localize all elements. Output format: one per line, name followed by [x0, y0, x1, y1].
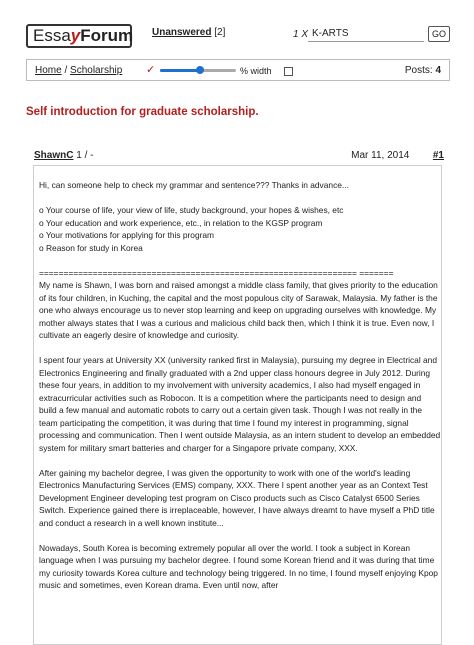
- post-paragraph: o Your course of life, your view of life, study background, your hopes & wishes, etc o Your education and work experience, etc., in relation to the KGSP program o Your motivations for applying for this program o Reason for study in Korea: [39, 205, 344, 253]
- post-paragraph: Hi, can someone help to check my grammar and sentence??? Thanks in advance...: [39, 180, 349, 190]
- post-meta: [34, 150, 444, 161]
- search-clear-icon[interactable]: 1 X: [293, 29, 309, 40]
- unanswered-link[interactable]: Unanswered: [152, 27, 212, 38]
- go-button[interactable]: GO: [428, 26, 450, 42]
- posts-label: Posts:: [404, 65, 433, 76]
- width-checkbox[interactable]: [284, 67, 293, 76]
- breadcrumb-home[interactable]: Home: [35, 65, 62, 76]
- post-paragraph: Nowadays, South Korea is becoming extremely popular all over the world. I took a subject in Korean language when I was pursuing my bachelor degree. I found some Korean friend and it was during that time my curiosity towards Korea culture and technology being triggered. In no time, I found myself enjoying Kpop music and sometimes, even Korean drama. Even until now, after: [39, 542, 438, 590]
- post-paragraph: I spent four years at University XX (university ranked first in Malaysia), pursuing my degree in Electrical and Electronics Engineering and finally graduated with a 2nd upper class honours degree in July 2012. During these four years, in addition to my involvement with university academics, I also had myself engaged in extracurricular activities such as Robocon. It is a competition where the participants need to design and build a few manual and automatic robots to carry out a certain given task. Though I was not really in the team participating the competition, it was during that time I found my interest in programming, signal processing and communication. Then I went outside Malaysia, as an intern student to develop an embedded system for military smart batteries and charger for a Singapore private company, XXX.: [39, 355, 441, 453]
- breadcrumb-scholarship[interactable]: Scholarship: [70, 65, 123, 76]
- logo-text-prefix: Essa: [33, 26, 71, 45]
- post-author-count: 1 / -: [76, 150, 94, 161]
- post-body: [33, 165, 442, 645]
- navigation-bar: [26, 59, 450, 81]
- width-label: % width: [240, 66, 272, 76]
- post-number-link[interactable]: #1: [432, 150, 444, 161]
- checkmark-icon: ✓: [146, 64, 156, 76]
- unanswered-count: [2]: [214, 27, 226, 38]
- post-paragraph: ================================================================= ======= My name is Shawn, I was born and raised amongst a middle class family, that gives priority to the education of its four children, in Kuching, the capital and the most populous city of Sarawak, Malaysia. My father is the one who always encourage us to never stop learning and keep on upgrading ourselves with knowledge. My mother always states that I was a curious and malicious child back then, which I think it is true. Even now, I cultivate an eagerly desire of knowledge and curiosity.: [39, 267, 438, 340]
- width-slider-handle[interactable]: [196, 66, 204, 74]
- post-paragraph: After gaining my bachelor degree, I was given the opportunity to work with one of the world's leading Electronics Manufacturing Services (EMS) company, XXX. There I spent another year as an Context Test Development Engineer developing test program on Cisco products such as Cisco Catalyst 6500 Series Switch. Experience gained there is irreplaceable, however, I have always dreamt to have myself a PhD title and conduct a research in a well known institute...: [39, 467, 435, 528]
- width-slider[interactable]: [160, 69, 236, 72]
- posts-number: 4: [435, 65, 441, 76]
- essayforum-logo[interactable]: [26, 24, 132, 48]
- breadcrumb: [35, 65, 122, 76]
- thread-title: Self introduction for graduate scholarship.: [26, 106, 259, 118]
- posts-count: [405, 65, 441, 76]
- logo-text-y: y: [70, 26, 81, 45]
- post-date: Mar 11, 2014: [351, 150, 410, 161]
- unanswered-link-group: [152, 27, 225, 38]
- search-input[interactable]: [308, 26, 424, 42]
- breadcrumb-separator: /: [61, 65, 71, 76]
- logo-text-suffix: Forum: [80, 26, 134, 45]
- width-slider-fill: [160, 69, 200, 72]
- post-author-link[interactable]: ShawnC: [34, 150, 74, 161]
